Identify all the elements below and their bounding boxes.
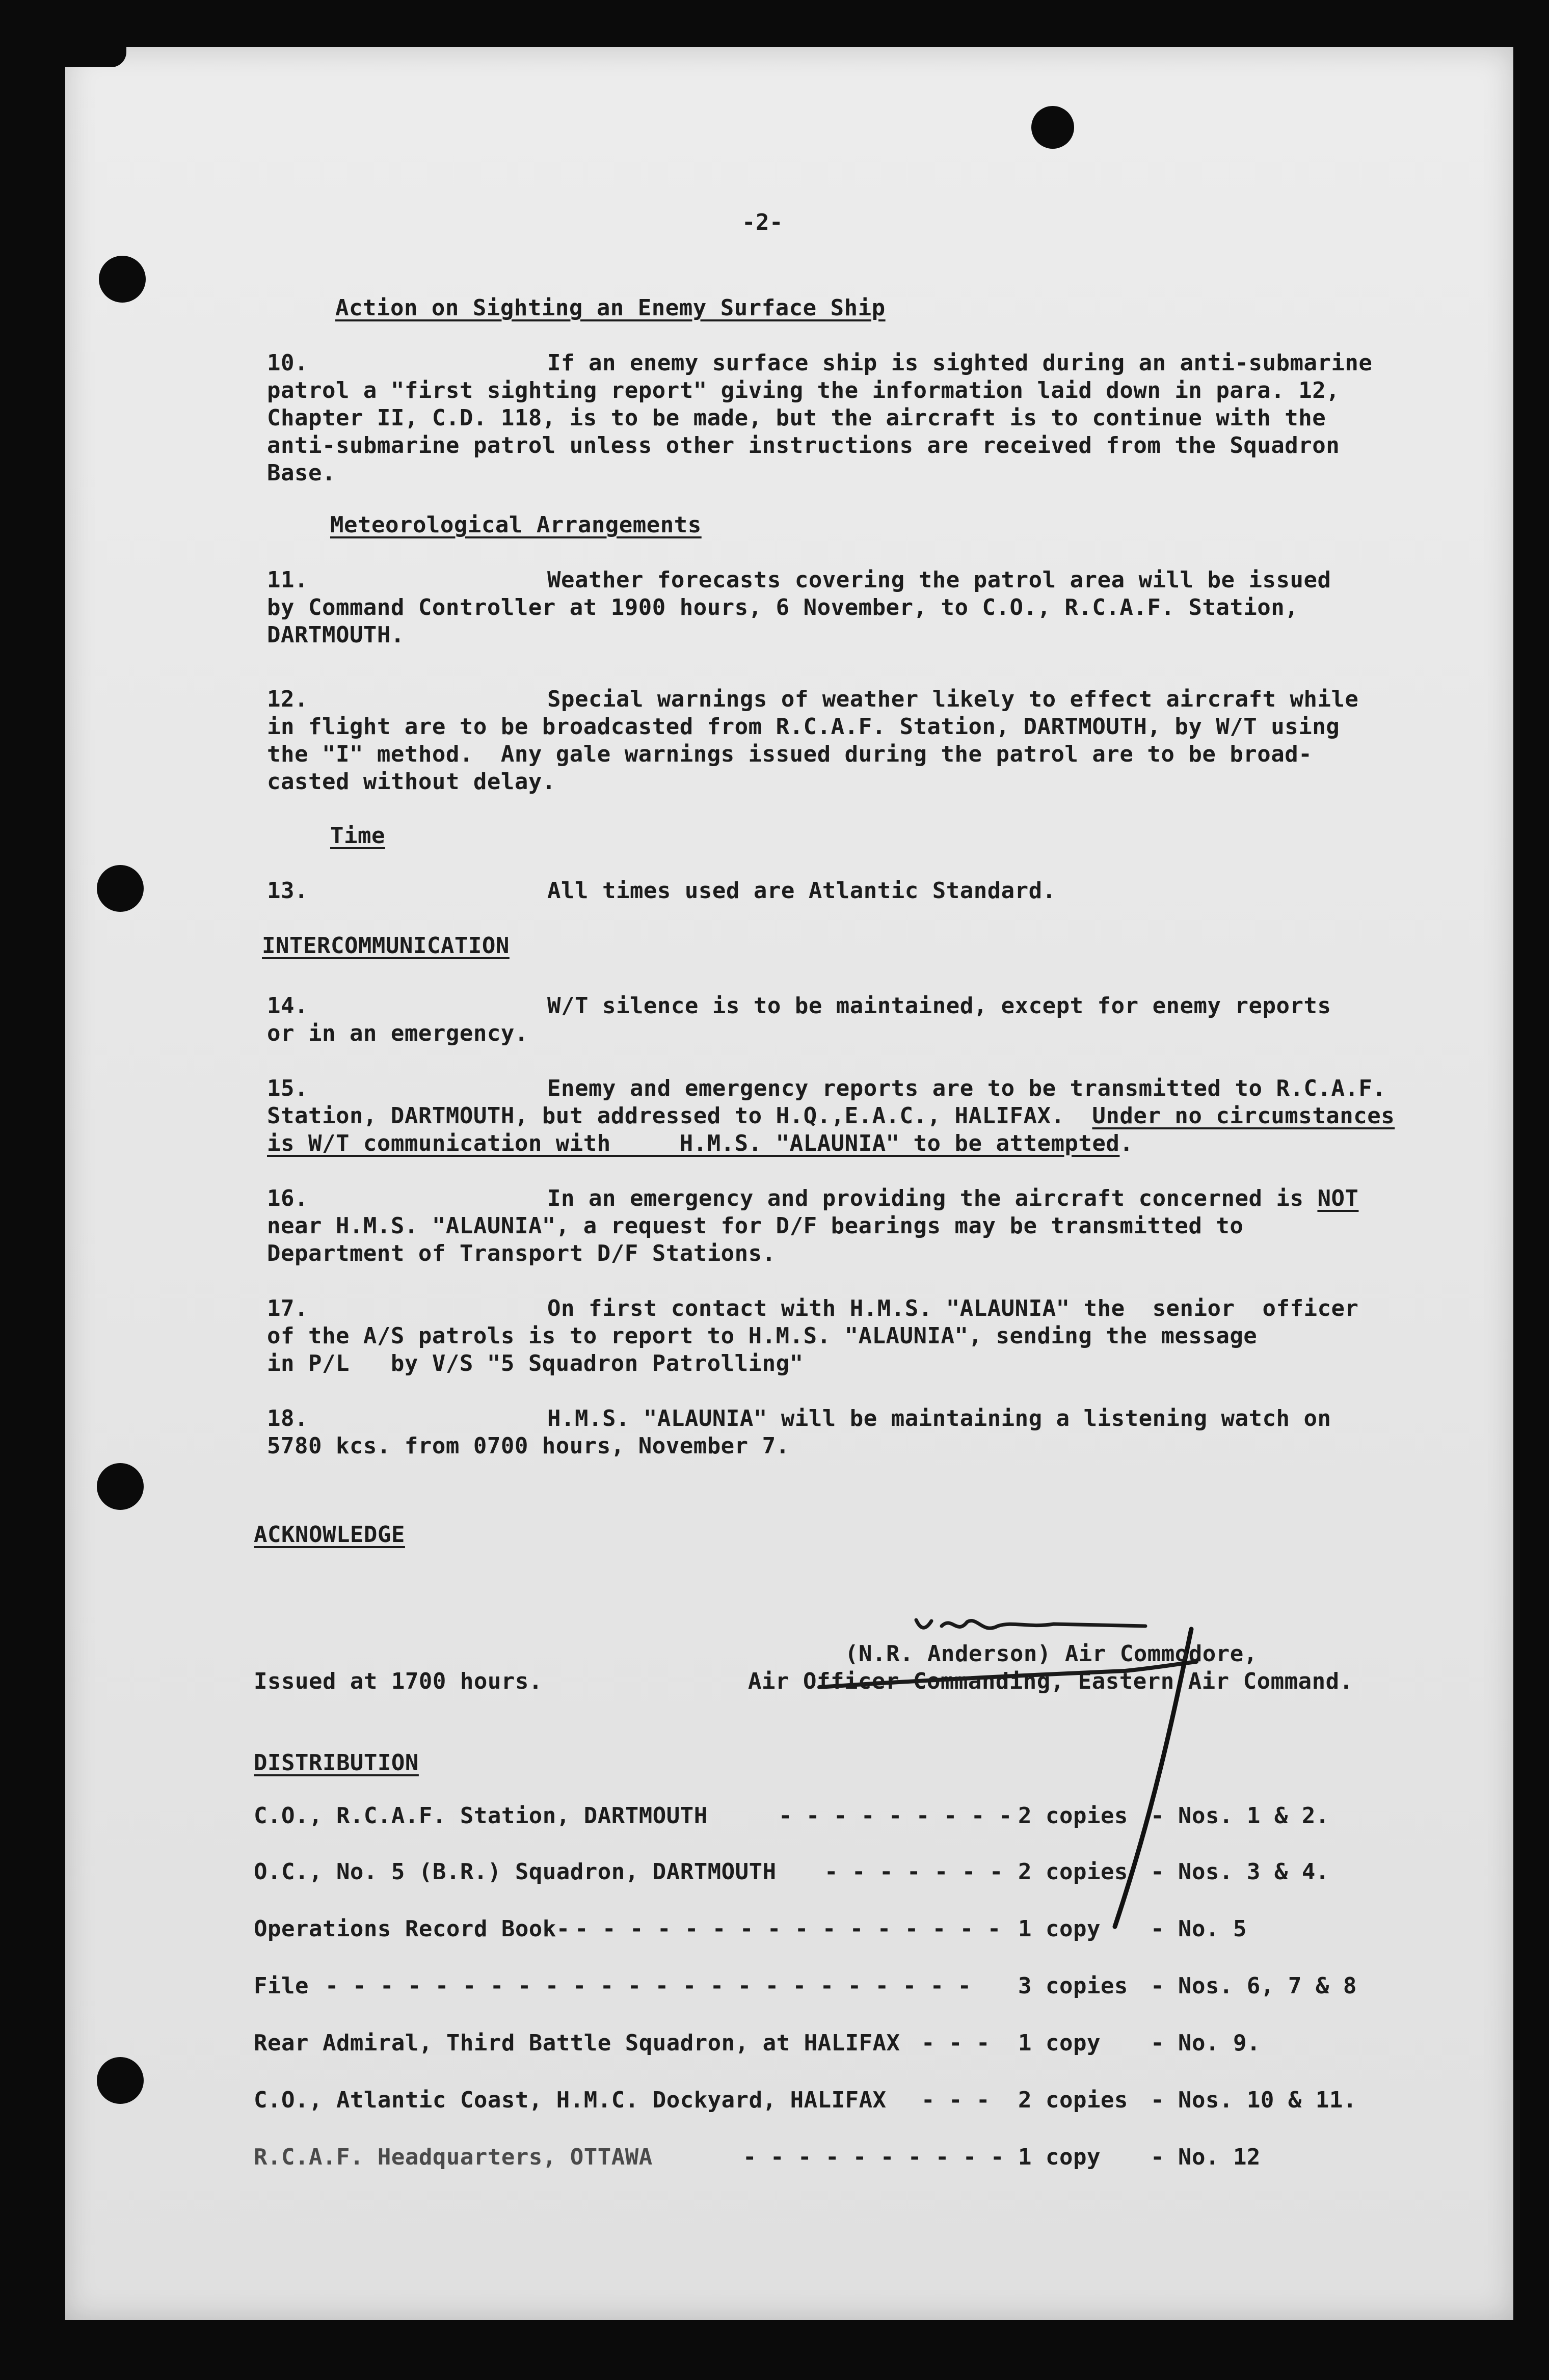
distribution-numbers: - No. 12	[1151, 2144, 1261, 2170]
distribution-numbers: - No. 9.	[1151, 2030, 1261, 2056]
distribution-row	[254, 1858, 1441, 1887]
distribution-copies: 3 copies	[1018, 1973, 1128, 1999]
distribution-row	[254, 1802, 1441, 1831]
paragraph-line: casted without delay.	[267, 769, 556, 795]
distribution-dashes: - - - - - - - - - - - - - - - - - - - - - - - -	[325, 1973, 972, 1999]
paragraph-line: in P/L by V/S "5 Squadron Patrolling"	[267, 1350, 804, 1376]
paragraph-line: W/T silence is to be maintained, except for enemy reports	[547, 993, 1331, 1019]
distribution-dashes: - - - - - - - - - -	[743, 2144, 1004, 2170]
paragraph-number: 12.	[267, 686, 308, 712]
paragraph-line: the "I" method. Any gale warnings issued during the patrol are to be broad-	[267, 741, 1313, 767]
paragraph-line	[267, 1102, 1395, 1130]
paragraph-line: near H.M.S. "ALAUNIA", a request for D/F bearings may be transmitted to	[267, 1213, 1244, 1239]
distribution-row	[254, 1972, 1441, 2001]
paragraph-number: 16.	[267, 1185, 308, 1211]
distribution-dashes: - - -	[921, 2030, 990, 2056]
document-page	[65, 47, 1513, 2320]
paragraph-line: 5780 kcs. from 0700 hours, November 7.	[267, 1433, 790, 1459]
paragraph-line	[267, 1130, 1133, 1157]
section-heading: Meteorological Arrangements	[330, 512, 702, 538]
distribution-numbers: - Nos. 6, 7 & 8	[1151, 1973, 1357, 1999]
distribution-copies: 2 copies	[1018, 1859, 1128, 1885]
distribution-dashes: - - - - - - -	[824, 1859, 1003, 1885]
distribution-recipient: C.O., Atlantic Coast, H.M.C. Dockyard, HALIFAX	[254, 2087, 887, 2113]
plain-text: .	[1119, 1130, 1134, 1156]
paragraph-number: 14.	[267, 993, 308, 1019]
distribution-numbers: - No. 5	[1151, 1916, 1247, 1942]
distribution-recipient: C.O., R.C.A.F. Station, DARTMOUTH	[254, 1803, 708, 1829]
section-heading: INTERCOMMUNICATION	[262, 933, 510, 959]
punch-hole	[97, 2057, 144, 2104]
distribution-recipient: Operations Record Book-	[254, 1916, 570, 1942]
distribution-copies: 2 copies	[1018, 1803, 1128, 1829]
paragraph-line: Enemy and emergency reports are to be transmitted to R.C.A.F.	[547, 1075, 1386, 1101]
distribution-heading: DISTRIBUTION	[254, 1750, 419, 1776]
distribution-recipient: Rear Admiral, Third Battle Squadron, at HALIFAX	[254, 2030, 900, 2056]
paragraph-line	[547, 1185, 1358, 1212]
paragraph-line: anti-submarine patrol unless other instructions are received from the Squadron	[267, 432, 1340, 458]
punch-hole	[1031, 106, 1074, 149]
distribution-numbers: - Nos. 10 & 11.	[1151, 2087, 1357, 2113]
paragraph-line: patrol a "first sighting report" giving the information laid down in para. 12,	[267, 377, 1340, 403]
paragraph-number: 13.	[267, 878, 308, 904]
signatory-title: Air Officer Commanding, Eastern Air Command.	[748, 1668, 1353, 1694]
paragraph-number: 11.	[267, 567, 308, 593]
distribution-copies: 1 copy	[1018, 2030, 1101, 2056]
underlined-text: NOT	[1317, 1185, 1359, 1211]
plain-text: In an emergency and providing the aircraft concerned is	[547, 1185, 1318, 1211]
paragraph-line: of the A/S patrols is to report to H.M.S. "ALAUNIA", sending the message	[267, 1323, 1258, 1349]
punch-hole	[97, 865, 144, 912]
plain-text: Station, DARTMOUTH, but addressed to H.Q.,E.A.C., HALIFAX.	[267, 1103, 1092, 1129]
distribution-recipient: O.C., No. 5 (B.R.) Squadron, DARTMOUTH	[254, 1859, 777, 1885]
paragraph-line: by Command Controller at 1900 hours, 6 November, to C.O., R.C.A.F. Station,	[267, 594, 1299, 620]
paragraph-number: 17.	[267, 1295, 308, 1321]
distribution-numbers: - Nos. 3 & 4.	[1151, 1859, 1329, 1885]
paragraph-number: 18.	[267, 1405, 308, 1431]
paragraph-line: Base.	[267, 460, 336, 486]
distribution-recipient: File	[254, 1973, 309, 1999]
paragraph-line: On first contact with H.M.S. "ALAUNIA" the senior officer	[547, 1295, 1359, 1321]
paragraph-line: in flight are to be broadcasted from R.C.A.F. Station, DARTMOUTH, by W/T using	[267, 714, 1340, 740]
signatory-name: (N.R. Anderson) Air Commodore,	[845, 1641, 1258, 1667]
issued-time: Issued at 1700 hours.	[254, 1668, 543, 1694]
paragraph-line: All times used are Atlantic Standard.	[547, 878, 1056, 904]
distribution-copies: 2 copies	[1018, 2087, 1128, 2113]
paragraph-line: H.M.S. "ALAUNIA" will be maintaining a listening watch on	[547, 1405, 1331, 1431]
binder-clip-mark	[60, 47, 126, 67]
distribution-row	[254, 2030, 1441, 2058]
page-number: -2-	[742, 209, 783, 235]
distribution-row	[254, 2087, 1441, 2115]
distribution-dashes: - - - - - - - - - - - - - - - -	[575, 1916, 1001, 1942]
paragraph-line: Chapter II, C.D. 118, is to be made, but the aircraft is to continue with the	[267, 405, 1326, 431]
underlined-text: is W/T communication with H.M.S. "ALAUNIA" to be attempted	[267, 1130, 1120, 1156]
paragraph-line: If an enemy surface ship is sighted during an anti-submarine	[547, 350, 1373, 376]
paragraph-number: 10.	[267, 350, 308, 376]
distribution-copies: 1 copy	[1018, 2144, 1101, 2170]
paragraph-line: Special warnings of weather likely to effect aircraft while	[547, 686, 1359, 712]
section-heading: Action on Sighting an Enemy Surface Ship	[335, 295, 886, 321]
distribution-dashes: - - - - - - - - -	[779, 1803, 1012, 1829]
acknowledge-heading: ACKNOWLEDGE	[254, 1522, 405, 1548]
distribution-copies: 1 copy	[1018, 1916, 1101, 1942]
distribution-row	[254, 2144, 1441, 2172]
paragraph-number: 15.	[267, 1075, 308, 1101]
underlined-text: Under no circumstances	[1092, 1103, 1395, 1129]
distribution-row	[254, 1915, 1441, 1944]
distribution-recipient: R.C.A.F. Headquarters, OTTAWA	[254, 2144, 653, 2170]
paragraph-line: DARTMOUTH.	[267, 622, 405, 648]
paragraph-line: Weather forecasts covering the patrol area will be issued	[547, 567, 1331, 593]
paragraph-line: or in an emergency.	[267, 1020, 528, 1046]
section-heading: Time	[330, 823, 385, 849]
distribution-dashes: - - -	[921, 2087, 990, 2113]
punch-hole	[97, 1463, 144, 1510]
punch-hole	[99, 256, 146, 303]
paragraph-line: Department of Transport D/F Stations.	[267, 1240, 776, 1266]
distribution-numbers: - Nos. 1 & 2.	[1151, 1803, 1329, 1829]
